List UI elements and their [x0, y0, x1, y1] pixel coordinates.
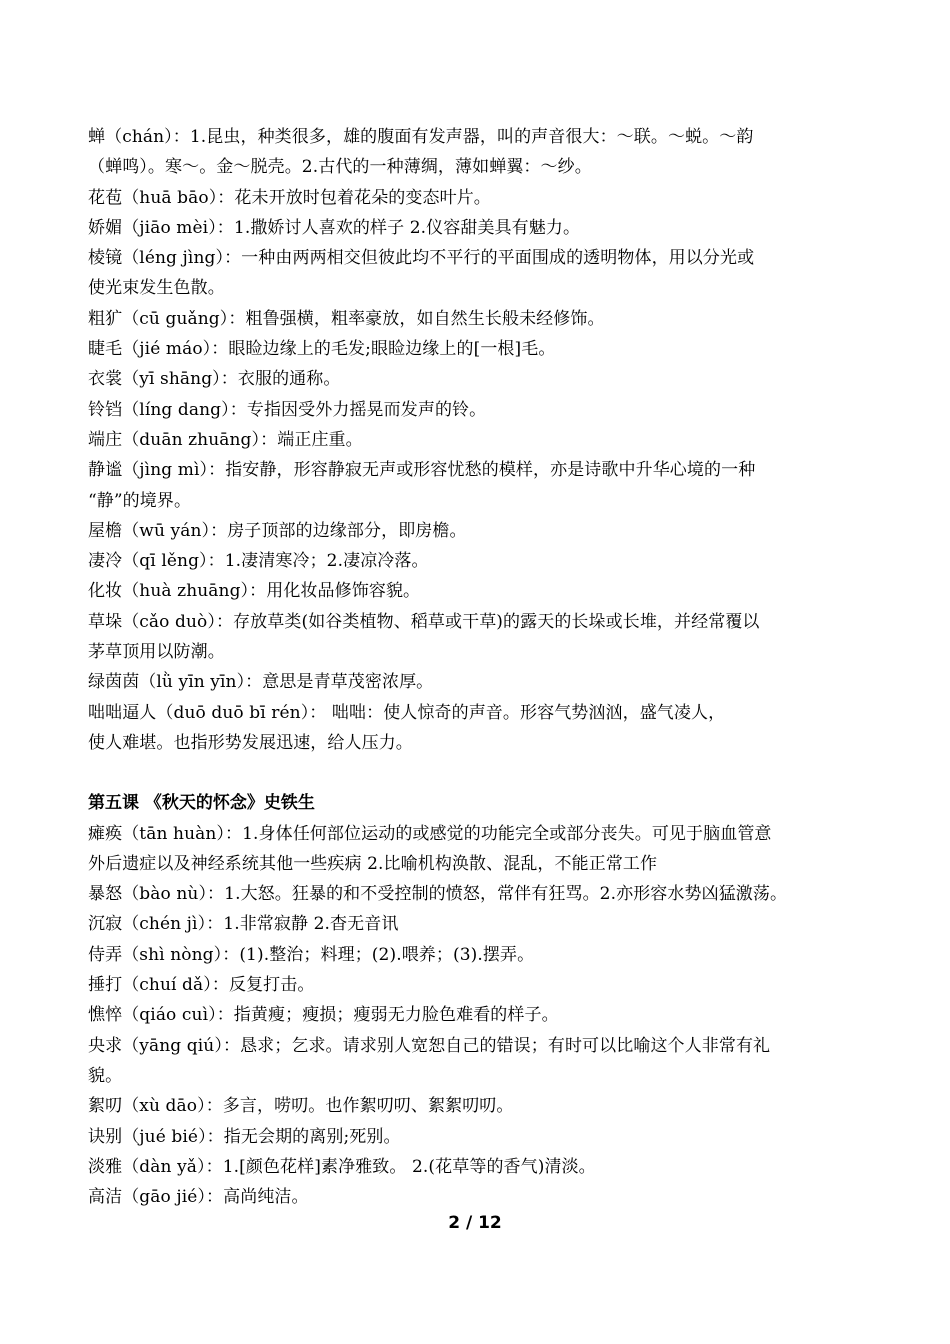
vocabulary-section-1: [88, 122, 888, 758]
text-line: 瘫痪（tān huàn）：1.身体任何部位运动的或感觉的功能完全或部分丧失。可见于脑血管意: [88, 823, 772, 844]
text-line: 絮叨（xù dāo）：多言，唠叨。也作絮叨叨、絮絮叨叨。: [88, 1096, 514, 1117]
vocabulary-section-2: [88, 819, 888, 1213]
text-line: 高洁（gāo jié）：高尚纯洁。: [88, 1187, 309, 1208]
text-line: 凄冷（qī lěng）：1.凄清寒冷；2.凄凉冷落。: [88, 551, 429, 572]
text-line: 憔悴（qiáo cuì）：指黄瘦；瘦损；瘦弱无力脸色难看的样子。: [88, 1005, 559, 1026]
page-content: [88, 122, 888, 1212]
text-line: 棱镜（léng jìng）：一种由两两相交但彼此均不平行的平面围成的透明物体，用以分光或: [88, 248, 755, 269]
text-line: 绿茵茵（lǜ yīn yīn）：意思是青草茂密浓厚。: [88, 672, 434, 693]
text-line: 使人难堪。也指形势发展迅速，给人压力。: [88, 732, 413, 753]
text-line: 外后遗症以及神经系统其他一些疾病 2.比喻机构涣散、混乱，不能正常工作: [88, 853, 658, 874]
text-line: 央求（yāng qiú）：恳求；乞求。请求别人宽恕自己的错误；有时可以比喻这个人非常有礼: [88, 1035, 771, 1056]
text-line: 粗犷（cū guǎng）：粗鲁强横，粗率豪放，如自然生长般未经修饰。: [88, 308, 605, 329]
text-line: 暴怒（bào nù）：1.大怒。狂暴的和不受控制的愤怒，常伴有狂骂。2.亦形容水势凶猛激荡。: [88, 884, 788, 905]
text-line: 诀别（jué bié）：指无会期的离别;死别。: [88, 1126, 401, 1147]
text-line: 衣裳（yī shāng）：衣服的通称。: [88, 369, 341, 390]
text-line: 静谧（jìng mì）：指安静，形容静寂无声或形容忧愁的模样，亦是诗歌中升华心境的一种: [88, 460, 756, 481]
text-line: “静”的境界。: [88, 490, 192, 511]
text-line: 屋檐（wū yán）：房子顶部的边缘部分，即房檐。: [88, 520, 467, 541]
text-line: 花苞（huā bāo）：花未开放时包着花朵的变态叶片。: [88, 187, 491, 208]
text-line: 端庄（duān zhuāng）：端正庄重。: [88, 429, 363, 450]
text-line: （蝉鸣）。寒～。金～脱壳。2.古代的一种薄绸，薄如蝉翼：～纱。: [88, 157, 592, 178]
text-line: 化妆（huà zhuāng）：用化妆品修饰容貌。: [88, 581, 421, 602]
text-line: 侍弄（shì nòng）：(1).整治；料理；(2).喂养；(3).摆弄。: [88, 944, 535, 965]
text-line: 咄咄逼人（duō duō bī rén）： 咄咄：使人惊奇的声音。形容气势汹汹，盛气凌人，: [88, 702, 726, 723]
section-spacer: [88, 758, 888, 788]
text-line: 茅草顶用以防潮。: [88, 642, 225, 663]
text-line: 睫毛（jié máo）：眼睑边缘上的毛发;眼睑边缘上的[一根]毛。: [88, 339, 556, 360]
page-number: 2 / 12: [448, 1213, 502, 1233]
text-line: 沉寂（chén jì）：1.非常寂静 2.杳无音讯: [88, 914, 399, 935]
text-line: 捶打（chuí dǎ）：反复打击。: [88, 975, 315, 996]
text-line: 蝉（chán）：1.昆虫，种类很多，雄的腹面有发声器，叫的声音很大：～联。～蜕。～韵: [88, 127, 754, 147]
text-line: 使光束发生色散。: [88, 278, 225, 299]
text-line: 娇媚（jiāo mèi）：1.撒娇讨人喜欢的样子 2.仪容甜美具有魅力。: [88, 217, 581, 238]
text-line: 淡雅（dàn yǎ）：1.[颜色花样]素净雅致。 2.(花草等的香气)清淡。: [88, 1156, 596, 1177]
lesson-heading: 第五课 《秋天的怀念》史铁生: [88, 793, 315, 814]
text-line: 铃铛（líng dang）：专指因受外力摇晃而发声的铃。: [88, 399, 487, 420]
text-line: 貌。: [88, 1065, 123, 1086]
text-line: 草垛（cǎo duò）：存放草类(如谷类植物、稻草或干草)的露天的长垛或长堆，并经常覆以: [88, 611, 760, 632]
